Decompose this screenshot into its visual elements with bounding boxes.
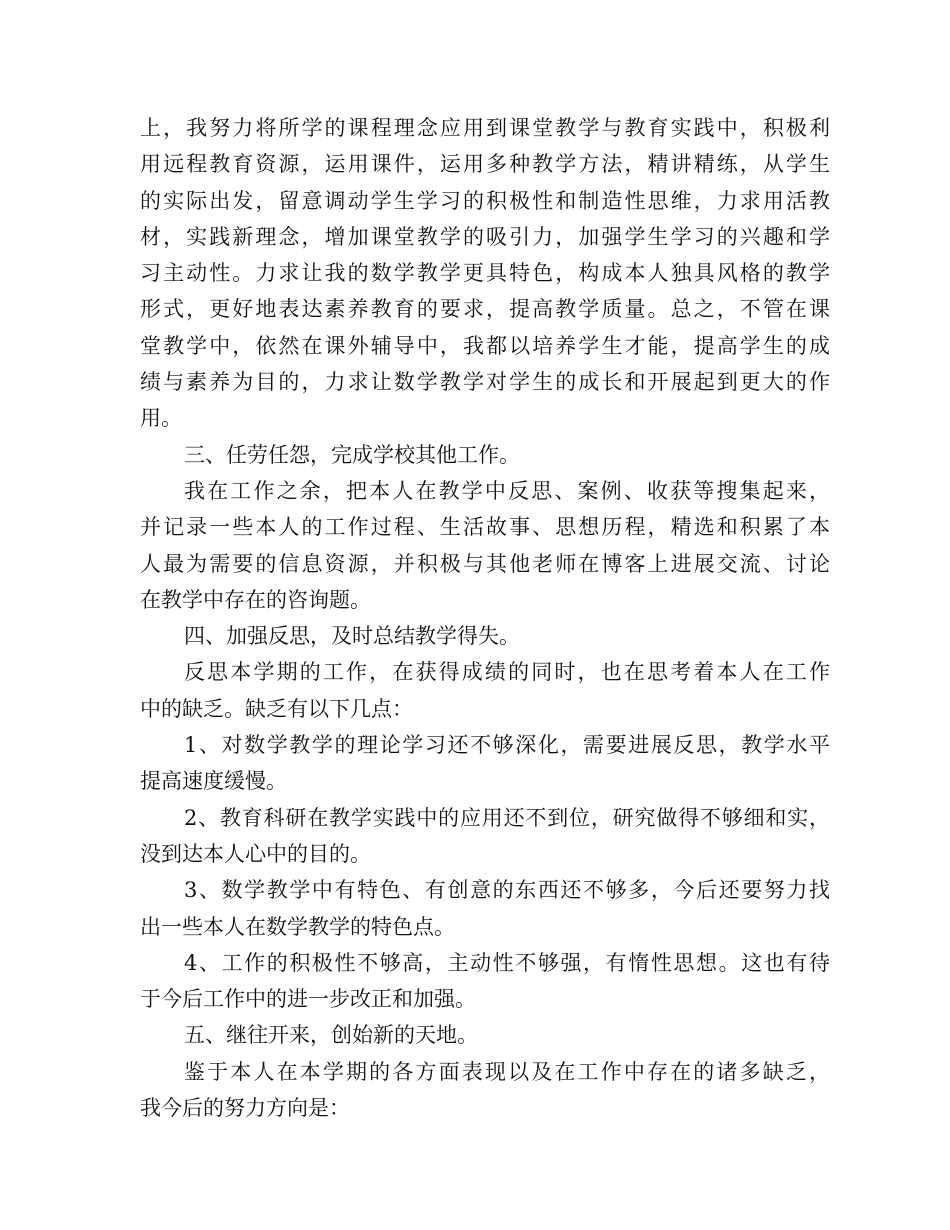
section-heading: 四、加强反思，及时总结教学得失。 <box>184 624 520 649</box>
text-line: 的实际出发，留意调动学生学习的积极性和制造性思维，力求用活教 <box>140 188 830 213</box>
section-heading: 三、任劳任怨，完成学校其他工作。 <box>184 442 520 467</box>
body-text <box>140 110 830 1126</box>
text-line: 用远程教育资源，运用课件，运用多种教学方法，精讲精练，从学生 <box>140 152 830 177</box>
list-item-text: 于今后工作中的进一步改正和加强。 <box>140 987 476 1012</box>
text-line: 我在工作之余，把本人在教学中反思、案例、收获等搜集起来， <box>184 478 830 503</box>
text-line: 我今后的努力方向是： <box>140 1096 350 1121</box>
text-line: 人最为需要的信息资源，并积极与其他老师在博客上进展交流、讨论 <box>140 551 830 576</box>
list-item-text: 提高速度缓慢。 <box>140 769 287 794</box>
text-line: 材，实践新理念，增加课堂教学的吸引力，加强学生学习的兴趣和学 <box>140 224 830 249</box>
text-line: 中的缺乏。缺乏有以下几点： <box>140 696 413 721</box>
text-line: 在教学中存在的咨询题。 <box>140 587 371 612</box>
text-line: 堂教学中，依然在课外辅导中，我都以培养学生才能，提高学生的成 <box>140 333 830 358</box>
list-item-text: 3、数学教学中有特色、有创意的东西还不够多，今后还要努力找 <box>184 878 830 903</box>
list-item-text: 没到达本人心中的目的。 <box>140 841 371 866</box>
text-line: 并记录一些本人的工作过程、生活故事、思想历程，精选和积累了本 <box>140 515 830 540</box>
text-line: 鉴于本人在本学期的各方面表现以及在工作中存在的诸多缺乏， <box>184 1059 830 1084</box>
list-item-text: 1、对数学教学的理论学习还不够深化，需要进展反思，教学水平 <box>184 733 830 758</box>
text-line: 绩与素养为目的，力求让数学教学对学生的成长和开展起到更大的作 <box>140 370 830 395</box>
text-line: 用。 <box>140 406 182 431</box>
text-line: 反思本学期的工作，在获得成绩的同时，也在思考着本人在工作 <box>184 660 830 685</box>
text-line: 形式，更好地表达素养教育的要求，提高教学质量。总之，不管在课 <box>140 297 830 322</box>
text-line: 习主动性。力求让我的数学教学更具特色，构成本人独具风格的教学 <box>140 261 830 286</box>
list-item-text: 4、工作的积极性不够高，主动性不够强，有惰性思想。这也有待 <box>184 950 830 975</box>
section-heading: 五、继往开来，创始新的天地。 <box>184 1023 478 1048</box>
list-item-text: 出一些本人在数学教学的特色点。 <box>140 914 455 939</box>
text-line: 上，我努力将所学的课程理念应用到课堂教学与教育实践中，积极利 <box>140 116 830 140</box>
list-item-text: 2、教育科研在教学实践中的应用还不到位，研究做得不够细和实， <box>184 805 830 830</box>
